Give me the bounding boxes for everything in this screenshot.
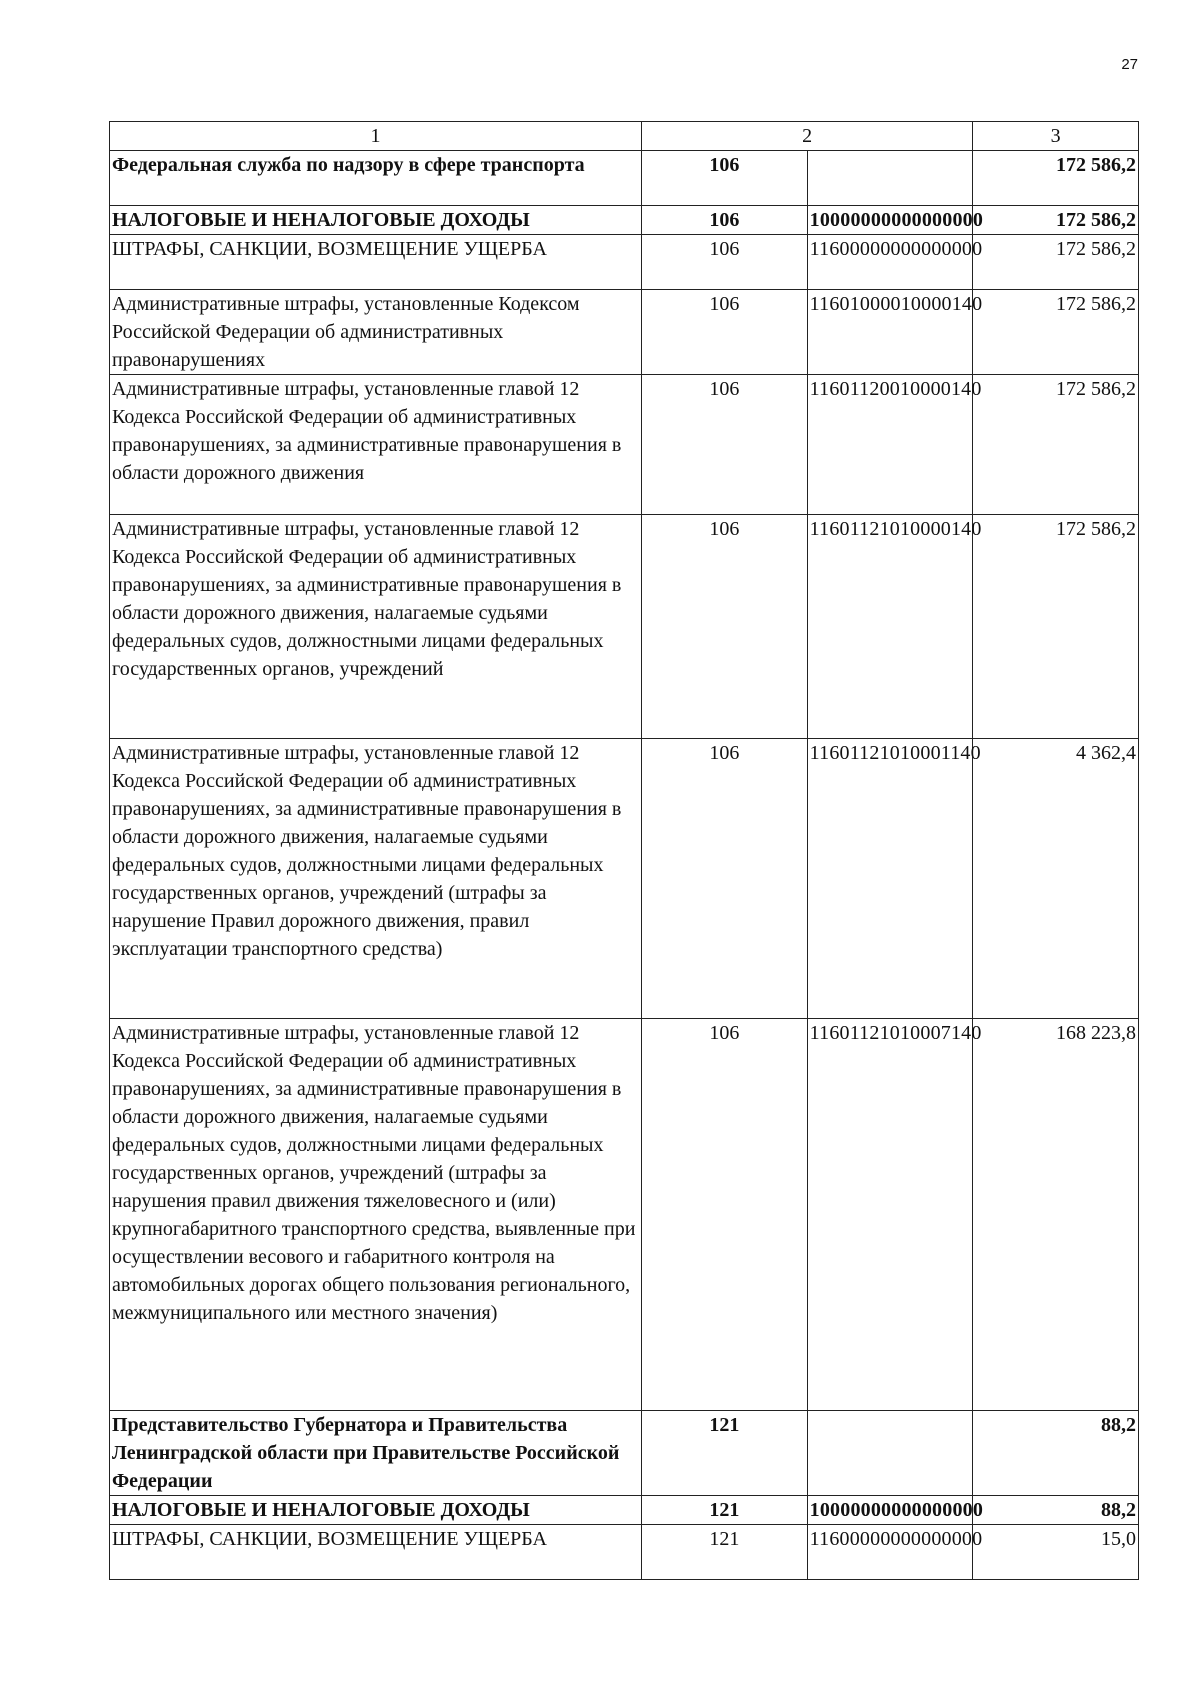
table-row — [110, 206, 1139, 235]
header-col-1: 1 — [110, 122, 642, 151]
row-admin-code: 106 — [642, 375, 808, 515]
table-row — [110, 1496, 1139, 1525]
table-row — [110, 1525, 1139, 1580]
row-name: Административные штрафы, установленные главой 12 Кодекса Российской Федерации об административных правонарушениях, за административные правонарушения в области дорожного движения — [110, 375, 642, 515]
row-name: НАЛОГОВЫЕ И НЕНАЛОГОВЫЕ ДОХОДЫ — [110, 1496, 642, 1525]
header-col-3: 3 — [973, 122, 1139, 151]
page-number: 27 — [1121, 56, 1138, 73]
row-amount: 88,2 — [973, 1411, 1139, 1496]
row-name: ШТРАФЫ, САНКЦИИ, ВОЗМЕЩЕНИЕ УЩЕРБА — [110, 235, 642, 290]
header-col-2: 2 — [642, 122, 973, 151]
row-admin-code: 106 — [642, 739, 808, 1019]
row-admin-code: 106 — [642, 515, 808, 739]
row-amount: 172 586,2 — [973, 235, 1139, 290]
row-amount: 168 223,8 — [973, 1019, 1139, 1411]
row-kbk-code — [807, 1411, 973, 1496]
row-admin-code: 121 — [642, 1525, 808, 1580]
row-admin-code: 106 — [642, 1019, 808, 1411]
row-amount: 15,0 — [973, 1525, 1139, 1580]
table-row — [110, 1019, 1139, 1411]
row-kbk-code: 11601121010001140 — [807, 739, 973, 1019]
row-name: Представительство Губернатора и Правительства Ленинградской области при Правительстве Российской Федерации — [110, 1411, 642, 1496]
table-row — [110, 375, 1139, 515]
row-kbk-code: 11600000000000000 — [807, 1525, 973, 1580]
row-amount: 172 586,2 — [973, 515, 1139, 739]
row-kbk-code: 11601000010000140 — [807, 290, 973, 375]
row-name: Административные штрафы, установленные Кодексом Российской Федерации об административных правонарушениях — [110, 290, 642, 375]
row-kbk-code — [807, 151, 973, 206]
table-row — [110, 515, 1139, 739]
row-kbk-code: 11601120010000140 — [807, 375, 973, 515]
row-name: Административные штрафы, установленные главой 12 Кодекса Российской Федерации об административных правонарушениях, за административные правонарушения в области дорожного движения, налагаемые судьями федеральных судов, должностными лицами федеральных государственных органов, учреждений (штрафы за нарушения правил движения тяжеловесного и (или) крупногабаритного транспортного средства, выявленные при осуществлении весового и габаритного контроля на автомобильных дорогах общего пользования регионального, межмуниципального или местного значения) — [110, 1019, 642, 1411]
table-row — [110, 1411, 1139, 1496]
row-amount: 88,2 — [973, 1496, 1139, 1525]
table-row — [110, 151, 1139, 206]
revenue-table — [109, 121, 1139, 1580]
table-header-row — [110, 122, 1139, 151]
row-amount: 4 362,4 — [973, 739, 1139, 1019]
row-kbk-code: 11600000000000000 — [807, 235, 973, 290]
table-row — [110, 235, 1139, 290]
row-name: Административные штрафы, установленные главой 12 Кодекса Российской Федерации об административных правонарушениях, за административные правонарушения в области дорожного движения, налагаемые судьями федеральных судов, должностными лицами федеральных государственных органов, учреждений — [110, 515, 642, 739]
row-admin-code: 106 — [642, 151, 808, 206]
row-admin-code: 106 — [642, 206, 808, 235]
row-amount: 172 586,2 — [973, 206, 1139, 235]
table-row — [110, 290, 1139, 375]
row-admin-code: 121 — [642, 1411, 808, 1496]
row-name: Административные штрафы, установленные главой 12 Кодекса Российской Федерации об административных правонарушениях, за административные правонарушения в области дорожного движения, налагаемые судьями федеральных судов, должностными лицами федеральных государственных органов, учреждений (штрафы за нарушение Правил дорожного движения, правил эксплуатации транспортного средства) — [110, 739, 642, 1019]
row-admin-code: 121 — [642, 1496, 808, 1525]
row-kbk-code: 11601121010007140 — [807, 1019, 973, 1411]
row-amount: 172 586,2 — [973, 290, 1139, 375]
row-kbk-code: 11601121010000140 — [807, 515, 973, 739]
row-amount: 172 586,2 — [973, 151, 1139, 206]
row-name: НАЛОГОВЫЕ И НЕНАЛОГОВЫЕ ДОХОДЫ — [110, 206, 642, 235]
row-name: ШТРАФЫ, САНКЦИИ, ВОЗМЕЩЕНИЕ УЩЕРБА — [110, 1525, 642, 1580]
row-kbk-code: 10000000000000000 — [807, 206, 973, 235]
row-admin-code: 106 — [642, 235, 808, 290]
row-admin-code: 106 — [642, 290, 808, 375]
row-name: Федеральная служба по надзору в сфере транспорта — [110, 151, 642, 206]
row-kbk-code: 10000000000000000 — [807, 1496, 973, 1525]
table-row — [110, 739, 1139, 1019]
row-amount: 172 586,2 — [973, 375, 1139, 515]
